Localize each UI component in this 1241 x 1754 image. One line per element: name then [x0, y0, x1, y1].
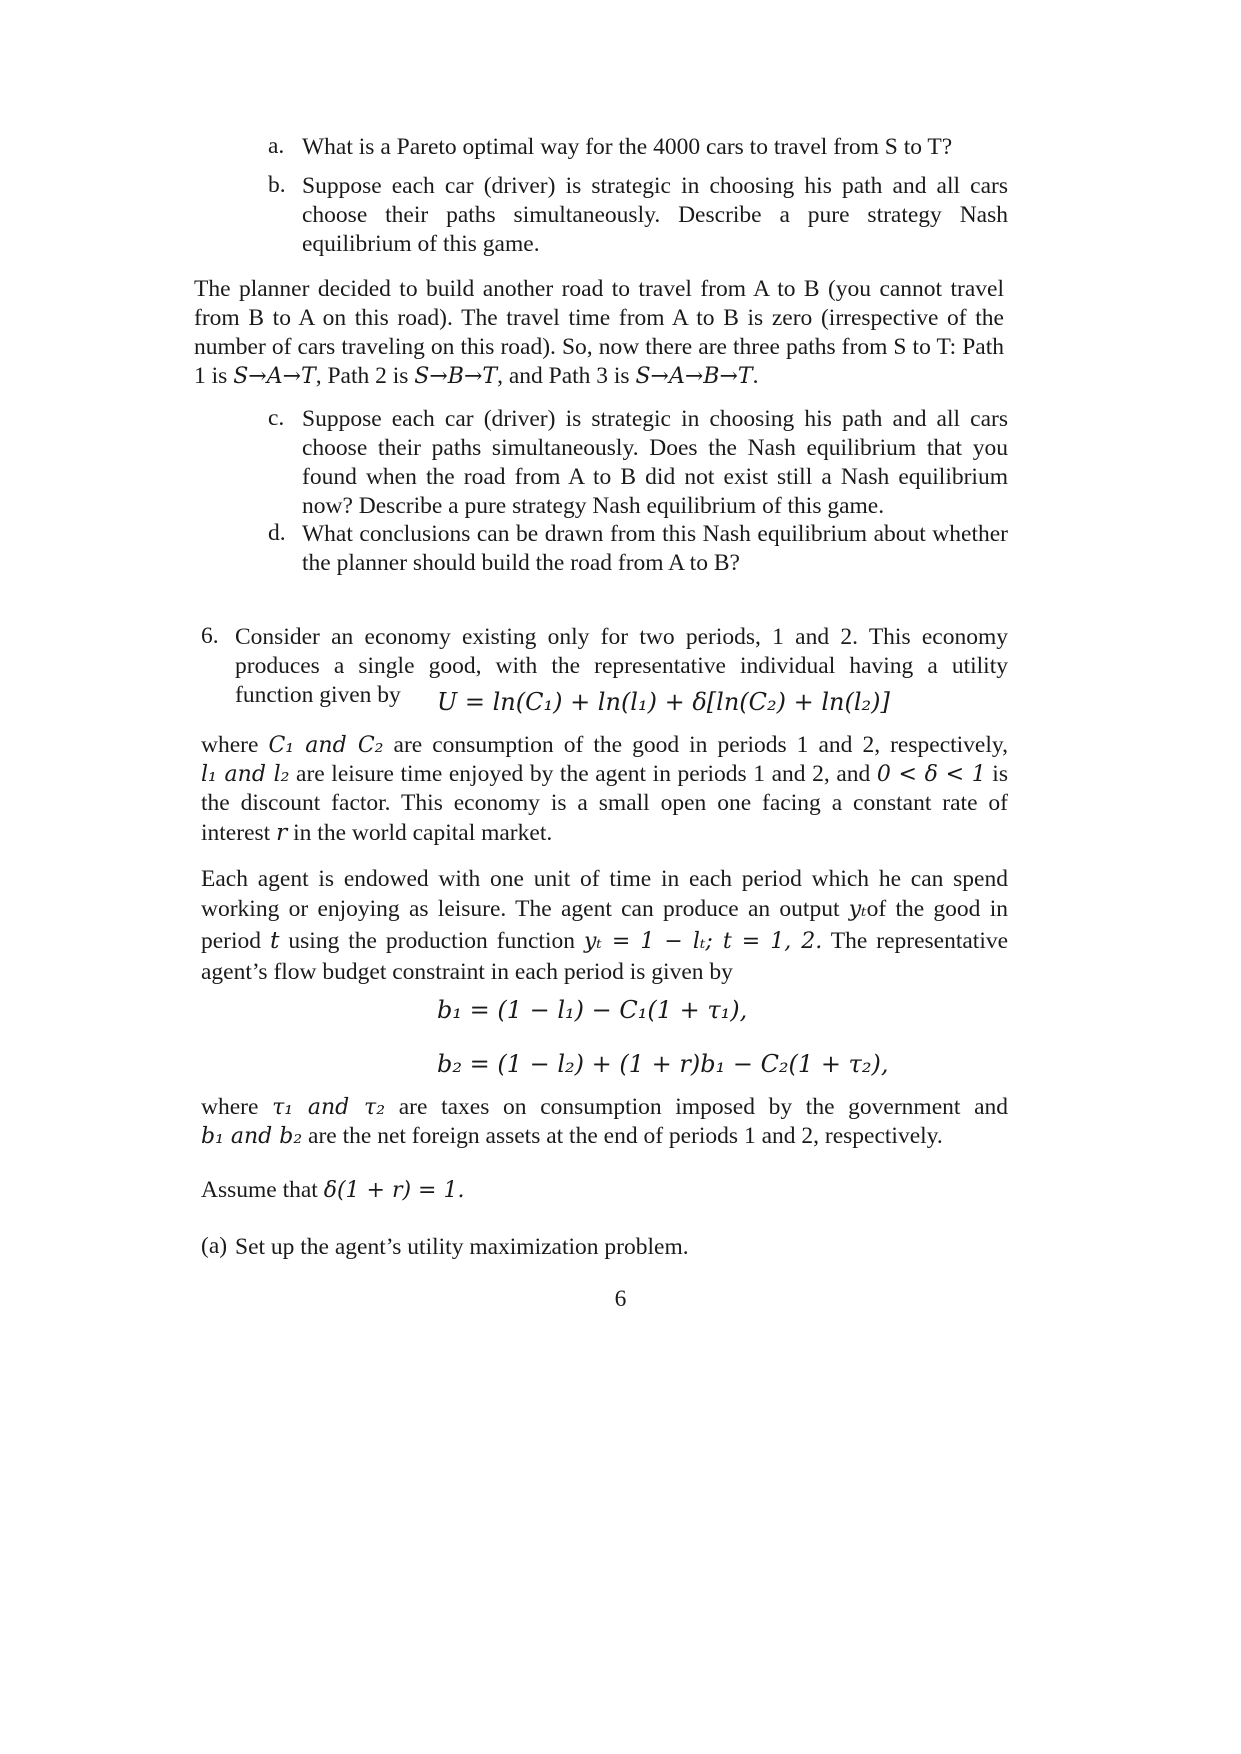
part-label: (a): [201, 1233, 228, 1259]
paragraph-text: , Path 2 is: [315, 363, 409, 389]
paragraph-text: Each agent is endowed with one unit of time in each period which he can spend working or enjoying as leisure. The agent can produce an output: [201, 866, 1008, 922]
output-math: yₜ: [848, 897, 867, 922]
question-6-part-a: [201, 1233, 1008, 1263]
production-function-math: yₜ = 1 − lₜ; t = 1, 2.: [583, 929, 823, 954]
assets-math: b₁ and b₂: [201, 1124, 303, 1149]
consumption-math: C₁ and C₂: [268, 733, 384, 758]
paragraph-text: are leisure time enjoyed by the agent in periods 1 and 2, and: [296, 761, 871, 787]
question-5c: [268, 405, 1008, 523]
planner-paragraph: [194, 275, 1004, 391]
tax-math: τ₁ and τ₂: [272, 1095, 386, 1120]
assumption-math: δ(1 + r) = 1.: [323, 1178, 465, 1203]
budget-equation-1: b₁ = (1 − l₁) − C₁(1 + τ₁),: [437, 996, 748, 1024]
paragraph-text: .: [752, 363, 759, 389]
paragraph-text: The planner decided to build another road to travel from A to B (you cannot travel from B to A on this road). The travel time from A to B is zero (irrespective of the number of cars traveling on this road). So, now there are three paths from S to T: Path 1 is: [194, 276, 1004, 389]
paragraph-text: , and Path 3 is: [497, 363, 630, 389]
page-number: 6: [614, 1286, 627, 1312]
assumption-line: [201, 1176, 1008, 1205]
path-3-math: S→A→B→T: [635, 364, 753, 389]
paragraph-text: using the production function: [288, 928, 575, 954]
paragraph-text: are consumption of the good in periods 1 and 2, respectively,: [393, 732, 1008, 758]
question-text: Suppose each car (driver) is strategic in choosing his path and all cars choose their paths simultaneously. Does the Nash equilibrium that you found when the road from A to B did not exist still a Nash equilibrium now? Describe a pure strategy Nash equilibrium of this game.: [302, 406, 1008, 519]
leisure-math: l₁ and l₂: [201, 762, 290, 787]
period-symbol: t: [270, 926, 280, 954]
paragraph-text: The representative agent’s flow budget constraint in each period is given by: [201, 928, 1009, 985]
paragraph-text: is the discount factor. This economy is a small open one facing a constant rate of interest: [201, 761, 1008, 846]
paragraph-text: where: [201, 732, 259, 758]
question-5a: [268, 133, 1008, 163]
tax-definition-paragraph: [201, 1093, 1008, 1151]
question-text: What is a Pareto optimal way for the 4000 cars to travel from S to T?: [302, 134, 953, 160]
question-label: a.: [268, 133, 285, 159]
part-text: Set up the agent’s utility maximization problem.: [235, 1234, 689, 1260]
interest-rate-symbol: r: [276, 818, 288, 846]
paragraph-text: are the net foreign assets at the end of periods 1 and 2, respectively.: [308, 1123, 943, 1149]
question-text: What conclusions can be drawn from this Nash equilibrium about whether the planner should build the road from A to B?: [302, 521, 1008, 576]
paragraph-text: are taxes on consumption imposed by the government and: [398, 1094, 1009, 1120]
discount-math: 0 < δ < 1: [876, 762, 986, 787]
paragraph-text: of the good in period: [201, 896, 1008, 954]
question-label: c.: [268, 405, 285, 431]
utility-definition-paragraph: [201, 731, 1008, 848]
endowment-paragraph: [201, 864, 1008, 987]
question-5b: [268, 172, 1008, 262]
question-text: Consider an economy existing only for two periods, 1 and 2. This economy produces a single good, with the representative individual having a utility function given by: [235, 624, 1008, 708]
paragraph-text: in the world capital market.: [293, 820, 553, 846]
question-label: 6.: [201, 623, 219, 649]
utility-equation: U = ln(C₁) + ln(l₁) + δ[ln(C₂) + ln(l₂)]: [437, 688, 890, 716]
question-label: b.: [268, 172, 286, 198]
paragraph-text: Assume that: [201, 1177, 318, 1203]
question-5d: [268, 520, 1008, 580]
path-2-math: S→B→T: [414, 364, 498, 389]
paragraph-text: where: [201, 1094, 259, 1120]
budget-equation-2: b₂ = (1 − l₂) + (1 + r)b₁ − C₂(1 + τ₂),: [437, 1050, 889, 1078]
path-1-math: S→A→T: [233, 364, 316, 389]
question-label: d.: [268, 520, 286, 546]
question-text: Suppose each car (driver) is strategic in choosing his path and all cars choose their paths simultaneously. Describe a pure strategy Nash equilibrium of this game.: [302, 173, 1008, 257]
